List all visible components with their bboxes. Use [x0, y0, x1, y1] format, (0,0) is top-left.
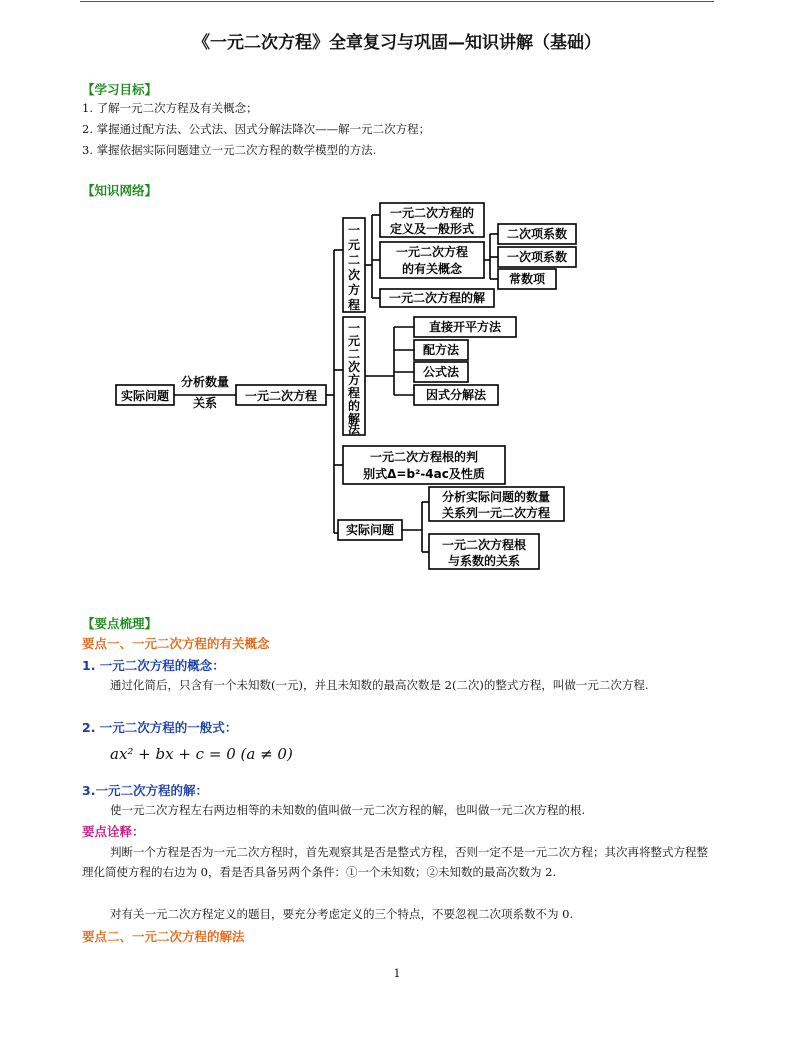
solution-text: 使一元二次方程左右两边相等的未知数的值叫做一元二次方程的解，也叫做一元二次方程的根.: [110, 803, 586, 817]
node-concept-1: 一元二次方程: [395, 245, 469, 259]
vert2-char: 二: [347, 347, 361, 361]
vert2-char: 次: [347, 360, 361, 374]
node-solution: 一元二次方程的解: [388, 291, 486, 305]
general-form-title: 2. 一元二次方程的一般式：: [82, 720, 238, 735]
node-discriminant-1: 一元二次方程根的判: [369, 450, 479, 464]
vert2-char: 的: [347, 399, 361, 413]
solution-title: 3.一元二次方程的解：: [82, 783, 208, 798]
vert2-char: 方: [347, 373, 361, 387]
vert1-char: 一: [347, 223, 361, 237]
vert1-char: 二: [347, 253, 361, 267]
note-title: 要点诠释：: [82, 824, 145, 839]
node-definition-1: 一元二次方程的: [389, 206, 475, 220]
concept-title: 1. 一元二次方程的概念：: [82, 658, 225, 673]
concept-text: 通过化简后，只含有一个未知数(一元)，并且未知数的最高次数是 2(二次)的整式方程，叫做一元二次方程.: [110, 678, 649, 692]
points-heading: 【要点梳理】: [82, 616, 158, 631]
vert1-char: 方: [347, 283, 361, 297]
node-method-formula: 公式法: [422, 365, 460, 379]
node-concept-2: 的有关概念: [401, 262, 463, 276]
vert2-char: 解: [347, 412, 361, 426]
goal-item: 3. 掌握依据实际问题建立一元二次方程的数学模型的方法.: [82, 143, 377, 157]
node-real-problem: 实际问题: [120, 389, 170, 403]
knowledge-network-diagram: [0, 190, 794, 590]
vert2-char: 一: [347, 321, 361, 335]
point1-title: 要点一、一元二次方程的有关概念: [82, 636, 270, 651]
node-analysis-2: 关系: [192, 396, 218, 410]
node-application-2a: 一元二次方程根: [441, 538, 527, 552]
vert2-char: 元: [347, 334, 361, 348]
node-analysis-1: 分析数量: [180, 375, 230, 389]
node-method-complete-square: 配方法: [422, 343, 460, 357]
note-text-1: 判断一个方程是否为一元二次方程时，首先观察其是否是整式方程，否则一定不是一元二次方程；其次再将整式方程整理化简使方程的右边为 0，看是否具备另两个条件：①一个未知数；②未知数的最高次数为 2.: [82, 845, 708, 879]
page-number: 1: [393, 967, 401, 980]
vert2-char: 法: [347, 422, 361, 436]
node-equation: 一元二次方程: [244, 389, 318, 403]
vert1-char: 程: [347, 298, 361, 312]
node-application-2b: 与系数的关系: [447, 554, 521, 568]
node-coef2: 二次项系数: [506, 227, 568, 241]
vert1-char: 元: [347, 238, 361, 252]
network-heading: 【知识网络】: [82, 183, 158, 198]
node-application-1a: 分析实际问题的数量: [441, 490, 551, 504]
page-title: 《一元二次方程》全章复习与巩固—知识讲解（基础）: [193, 33, 601, 53]
general-form-formula: ax² + bx + c = 0 (a ≠ 0): [110, 745, 293, 763]
node-discriminant-2: 别式Δ=b²-4ac及性质: [363, 467, 485, 481]
goal-item: 1. 了解一元二次方程及有关概念；: [82, 101, 258, 115]
node-application-1b: 关系列一元二次方程: [441, 506, 551, 520]
goals-heading: 【学习目标】: [82, 82, 158, 97]
node-definition-2: 定义及一般形式: [389, 222, 475, 236]
node-method-factor: 因式分解法: [425, 388, 487, 402]
node-real-problem-2: 实际问题: [345, 523, 395, 537]
goal-item: 2. 掌握通过配方法、公式法、因式分解法降次——解一元二次方程；: [82, 122, 431, 136]
node-const: 常数项: [508, 272, 546, 286]
vert2-char: 程: [347, 386, 361, 400]
point2-title: 要点二、一元二次方程的解法: [82, 929, 245, 944]
node-method-sqrt: 直接开平方法: [428, 320, 502, 334]
vert1-char: 次: [347, 268, 361, 282]
note-text-2: 对有关一元二次方程定义的题目，要充分考虑定义的三个特点，不要忽视二次项系数不为 0.: [110, 907, 574, 921]
node-coef1: 一次项系数: [506, 250, 568, 264]
header-rule: [80, 1, 714, 2]
